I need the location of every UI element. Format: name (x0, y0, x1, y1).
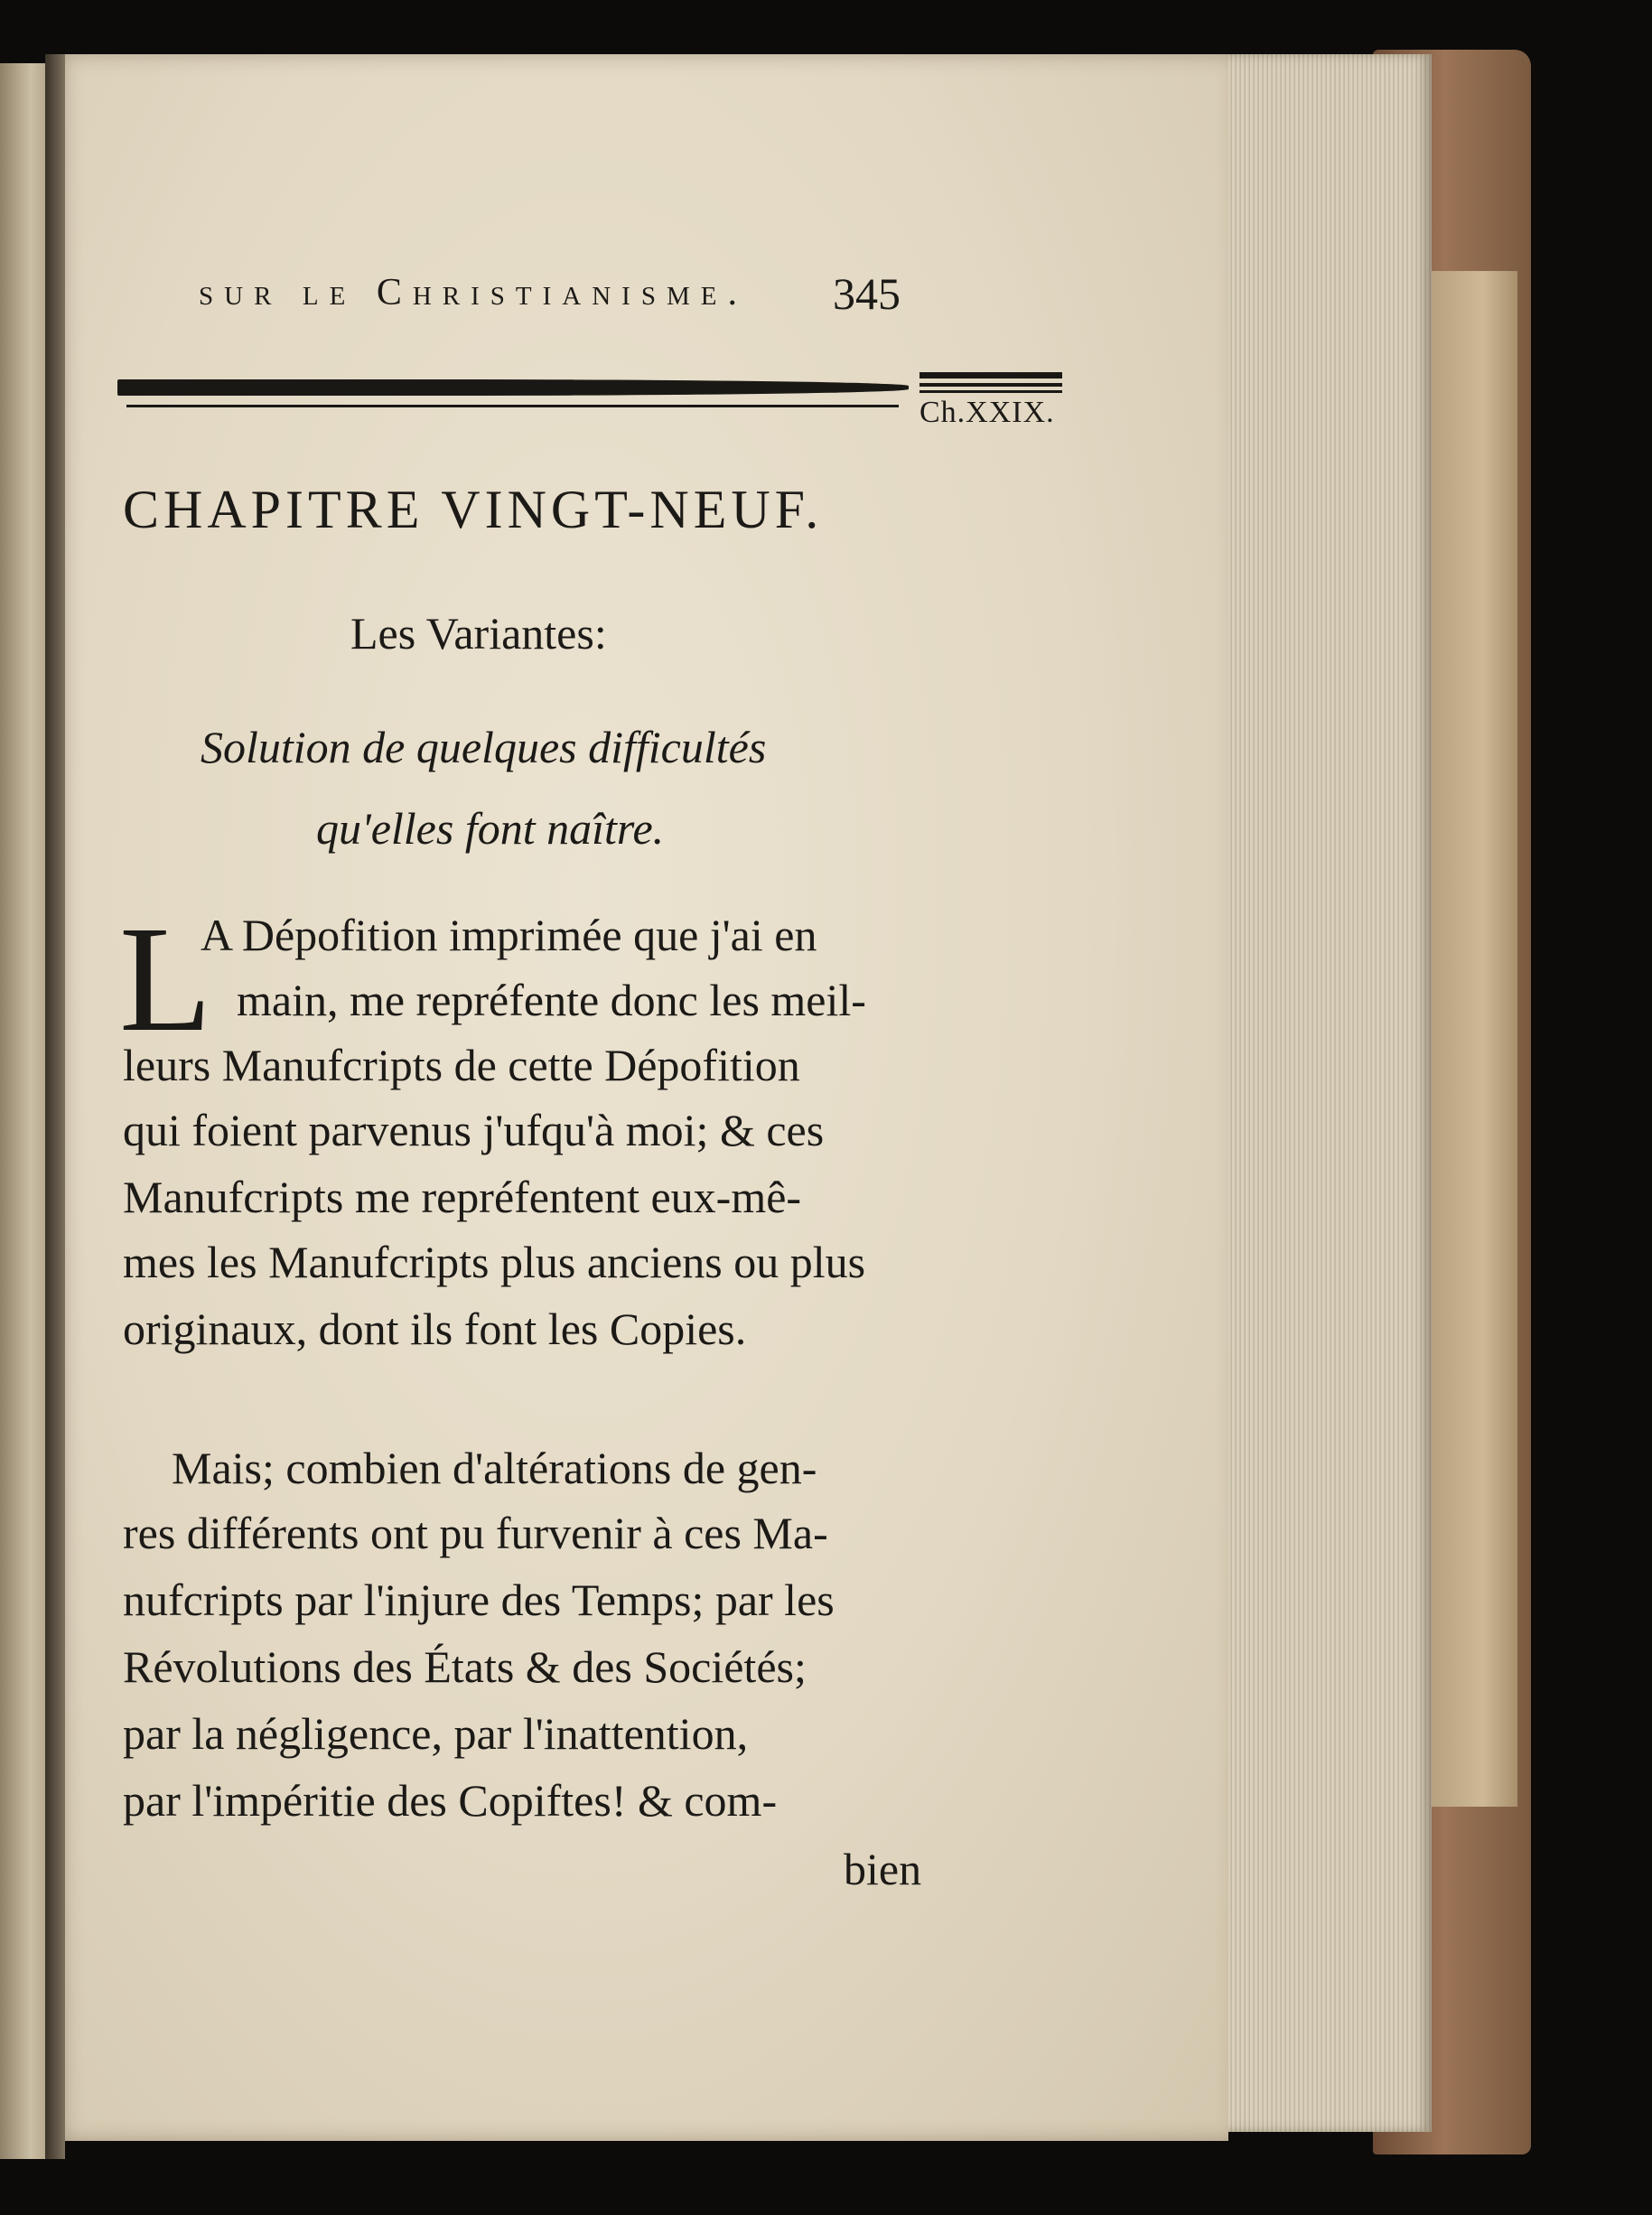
drop-cap: L (119, 895, 212, 1063)
chapter-subtitle: Les Variantes: (350, 608, 607, 659)
chapter-title: CHAPITRE VINGT-NEUF. (123, 480, 824, 539)
paragraph-line: Révolutions des États & des Sociétés; (123, 1641, 807, 1692)
page-block-edges (1219, 54, 1432, 2132)
italic-heading-line: qu'elles font naître. (316, 803, 665, 854)
paragraph-line: Mais; combien d'altérations de gen- (172, 1443, 817, 1493)
paragraph-line: mes les Manufcripts plus anciens ou plus (123, 1237, 866, 1287)
margin-rule (919, 372, 1062, 379)
header-rule-thin (126, 405, 899, 407)
paragraph-line: res différents ont pu furvenir à ces Ma- (123, 1508, 828, 1558)
book-page (54, 54, 1228, 2141)
running-head: sur le Christianisme. (199, 272, 748, 313)
paragraph-line: originaux, dont ils font les Copies. (123, 1304, 747, 1354)
margin-rule (919, 383, 1062, 387)
header-rule (117, 379, 909, 396)
italic-heading-line: Solution de quelques difficultés (201, 722, 767, 772)
paragraph-line: leurs Manufcripts de cette Dépofition (123, 1040, 800, 1090)
catchword: bien (844, 1844, 922, 1894)
paragraph-line: Manufcripts me repréfentent eux-mê- (123, 1172, 802, 1222)
page-number: 345 (833, 268, 901, 319)
paragraph-line: main, me repréfente donc les meil- (237, 975, 866, 1025)
cover-vellum-panel (1432, 271, 1517, 1807)
chapter-reference: Ch.XXIX. (919, 396, 1055, 429)
paragraph-line: par la négligence, par l'inattention, (123, 1708, 749, 1759)
book-gutter (45, 54, 65, 2159)
paragraph-line: qui foient parvenus j'ufqu'à moi; & ces (123, 1105, 825, 1155)
paragraph-line: A Dépofition imprimée que j'ai en (201, 910, 817, 960)
margin-rule (919, 390, 1062, 393)
paragraph-line: nufcripts par l'injure des Temps; par les (123, 1575, 835, 1625)
paragraph-line: par l'impéritie des Copiftes! & com- (123, 1775, 778, 1826)
